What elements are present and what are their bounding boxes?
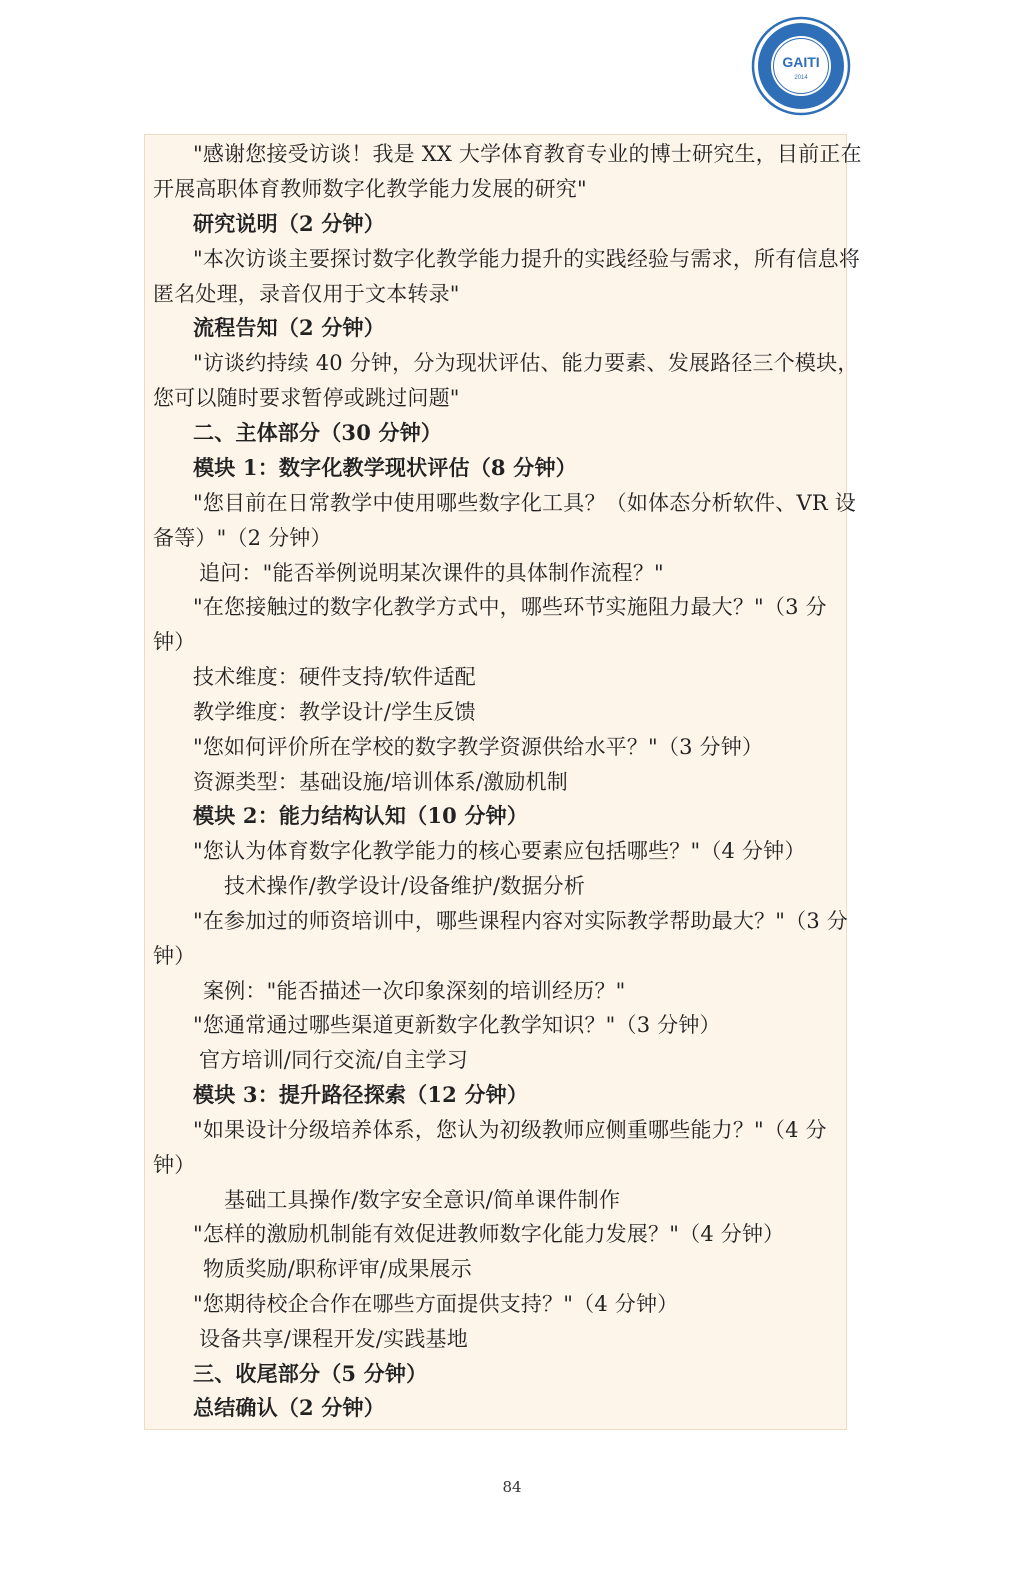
question-4: "您认为体育数字化教学能力的核心要素应包括哪些？"（4 分钟）	[193, 839, 806, 863]
question-9: "您期待校企合作在哪些方面提供支持？"（4 分钟）	[193, 1292, 679, 1316]
question-6: "您通常通过哪些渠道更新数字化教学知识？"（3 分钟）	[193, 1013, 721, 1037]
section-heading-closing: 三、收尾部分（5 分钟）	[193, 1361, 428, 1386]
logo-name: GAITI	[782, 54, 820, 70]
follow-up-1: 追问："能否举例说明某次课件的具体制作流程？"	[199, 561, 664, 585]
module-1-heading: 模块 1：数字化教学现状评估（8 分钟）	[193, 455, 577, 480]
heading-process-notice: 流程告知（2 分钟）	[193, 315, 385, 340]
intro-quote-line-2: 开展高职体育教师数字化教学能力发展的研究"	[153, 177, 587, 201]
beginner-abilities: 基础工具操作/数字安全意识/简单课件制作	[224, 1188, 621, 1212]
case-prompt: 案例："能否描述一次印象深刻的培训经历？"	[203, 979, 626, 1003]
research-quote-line-2: 匿名处理，录音仅用于文本转录"	[153, 282, 460, 306]
gaiti-logo	[751, 16, 851, 116]
question-2-line-2: 钟）	[153, 630, 196, 654]
question-5-line-1: "在参加过的师资培训中，哪些课程内容对实际教学帮助最大？"（3 分	[193, 909, 848, 933]
knowledge-channels: 官方培训/同行交流/自主学习	[199, 1048, 468, 1072]
section-heading-main: 二、主体部分（30 分钟）	[193, 420, 443, 445]
resource-types: 资源类型：基础设施/培训体系/激励机制	[193, 770, 568, 794]
logo-year: 2014	[794, 75, 808, 81]
core-elements: 技术操作/教学设计/设备维护/数据分析	[224, 874, 586, 898]
support-areas: 设备共享/课程开发/实践基地	[199, 1327, 468, 1351]
intro-quote-line-1: "感谢您接受访谈！我是 XX 大学体育教育专业的博士研究生，目前正在	[193, 142, 862, 166]
module-3-heading: 模块 3：提升路径探索（12 分钟）	[193, 1082, 529, 1107]
question-1-line-1: "您目前在日常教学中使用哪些数字化工具？（如体态分析软件、VR 设	[193, 491, 856, 515]
question-7-line-1: "如果设计分级培养体系，您认为初级教师应侧重哪些能力？"（4 分	[193, 1118, 827, 1142]
question-2-line-1: "在您接触过的数字化教学方式中，哪些环节实施阻力最大？"（3 分	[193, 595, 827, 619]
question-8: "怎样的激励机制能有效促进教师数字化能力发展？"（4 分钟）	[193, 1222, 785, 1246]
question-5-line-2: 钟）	[153, 944, 196, 968]
heading-research-explanation: 研究说明（2 分钟）	[193, 211, 385, 236]
question-1-line-2: 备等）"（2 分钟）	[153, 526, 332, 550]
page-number: 84	[502, 1478, 522, 1496]
heading-summary-confirmation: 总结确认（2 分钟）	[193, 1395, 385, 1420]
process-quote-line-1: "访谈约持续 40 分钟，分为现状评估、能力要素、发展路径三个模块，	[193, 351, 859, 375]
research-quote-line-1: "本次访谈主要探讨数字化教学能力提升的实践经验与需求，所有信息将	[193, 247, 861, 271]
module-2-heading: 模块 2：能力结构认知（10 分钟）	[193, 803, 529, 828]
process-quote-line-2: 您可以随时要求暂停或跳过问题"	[153, 386, 460, 410]
dimension-teaching: 教学维度：教学设计/学生反馈	[193, 700, 476, 724]
incentive-types: 物质奖励/职称评审/成果展示	[203, 1257, 472, 1281]
question-3: "您如何评价所在学校的数字教学资源供给水平？"（3 分钟）	[193, 735, 764, 759]
dimension-tech: 技术维度：硬件支持/软件适配	[193, 665, 476, 689]
question-7-line-2: 钟）	[153, 1153, 196, 1177]
